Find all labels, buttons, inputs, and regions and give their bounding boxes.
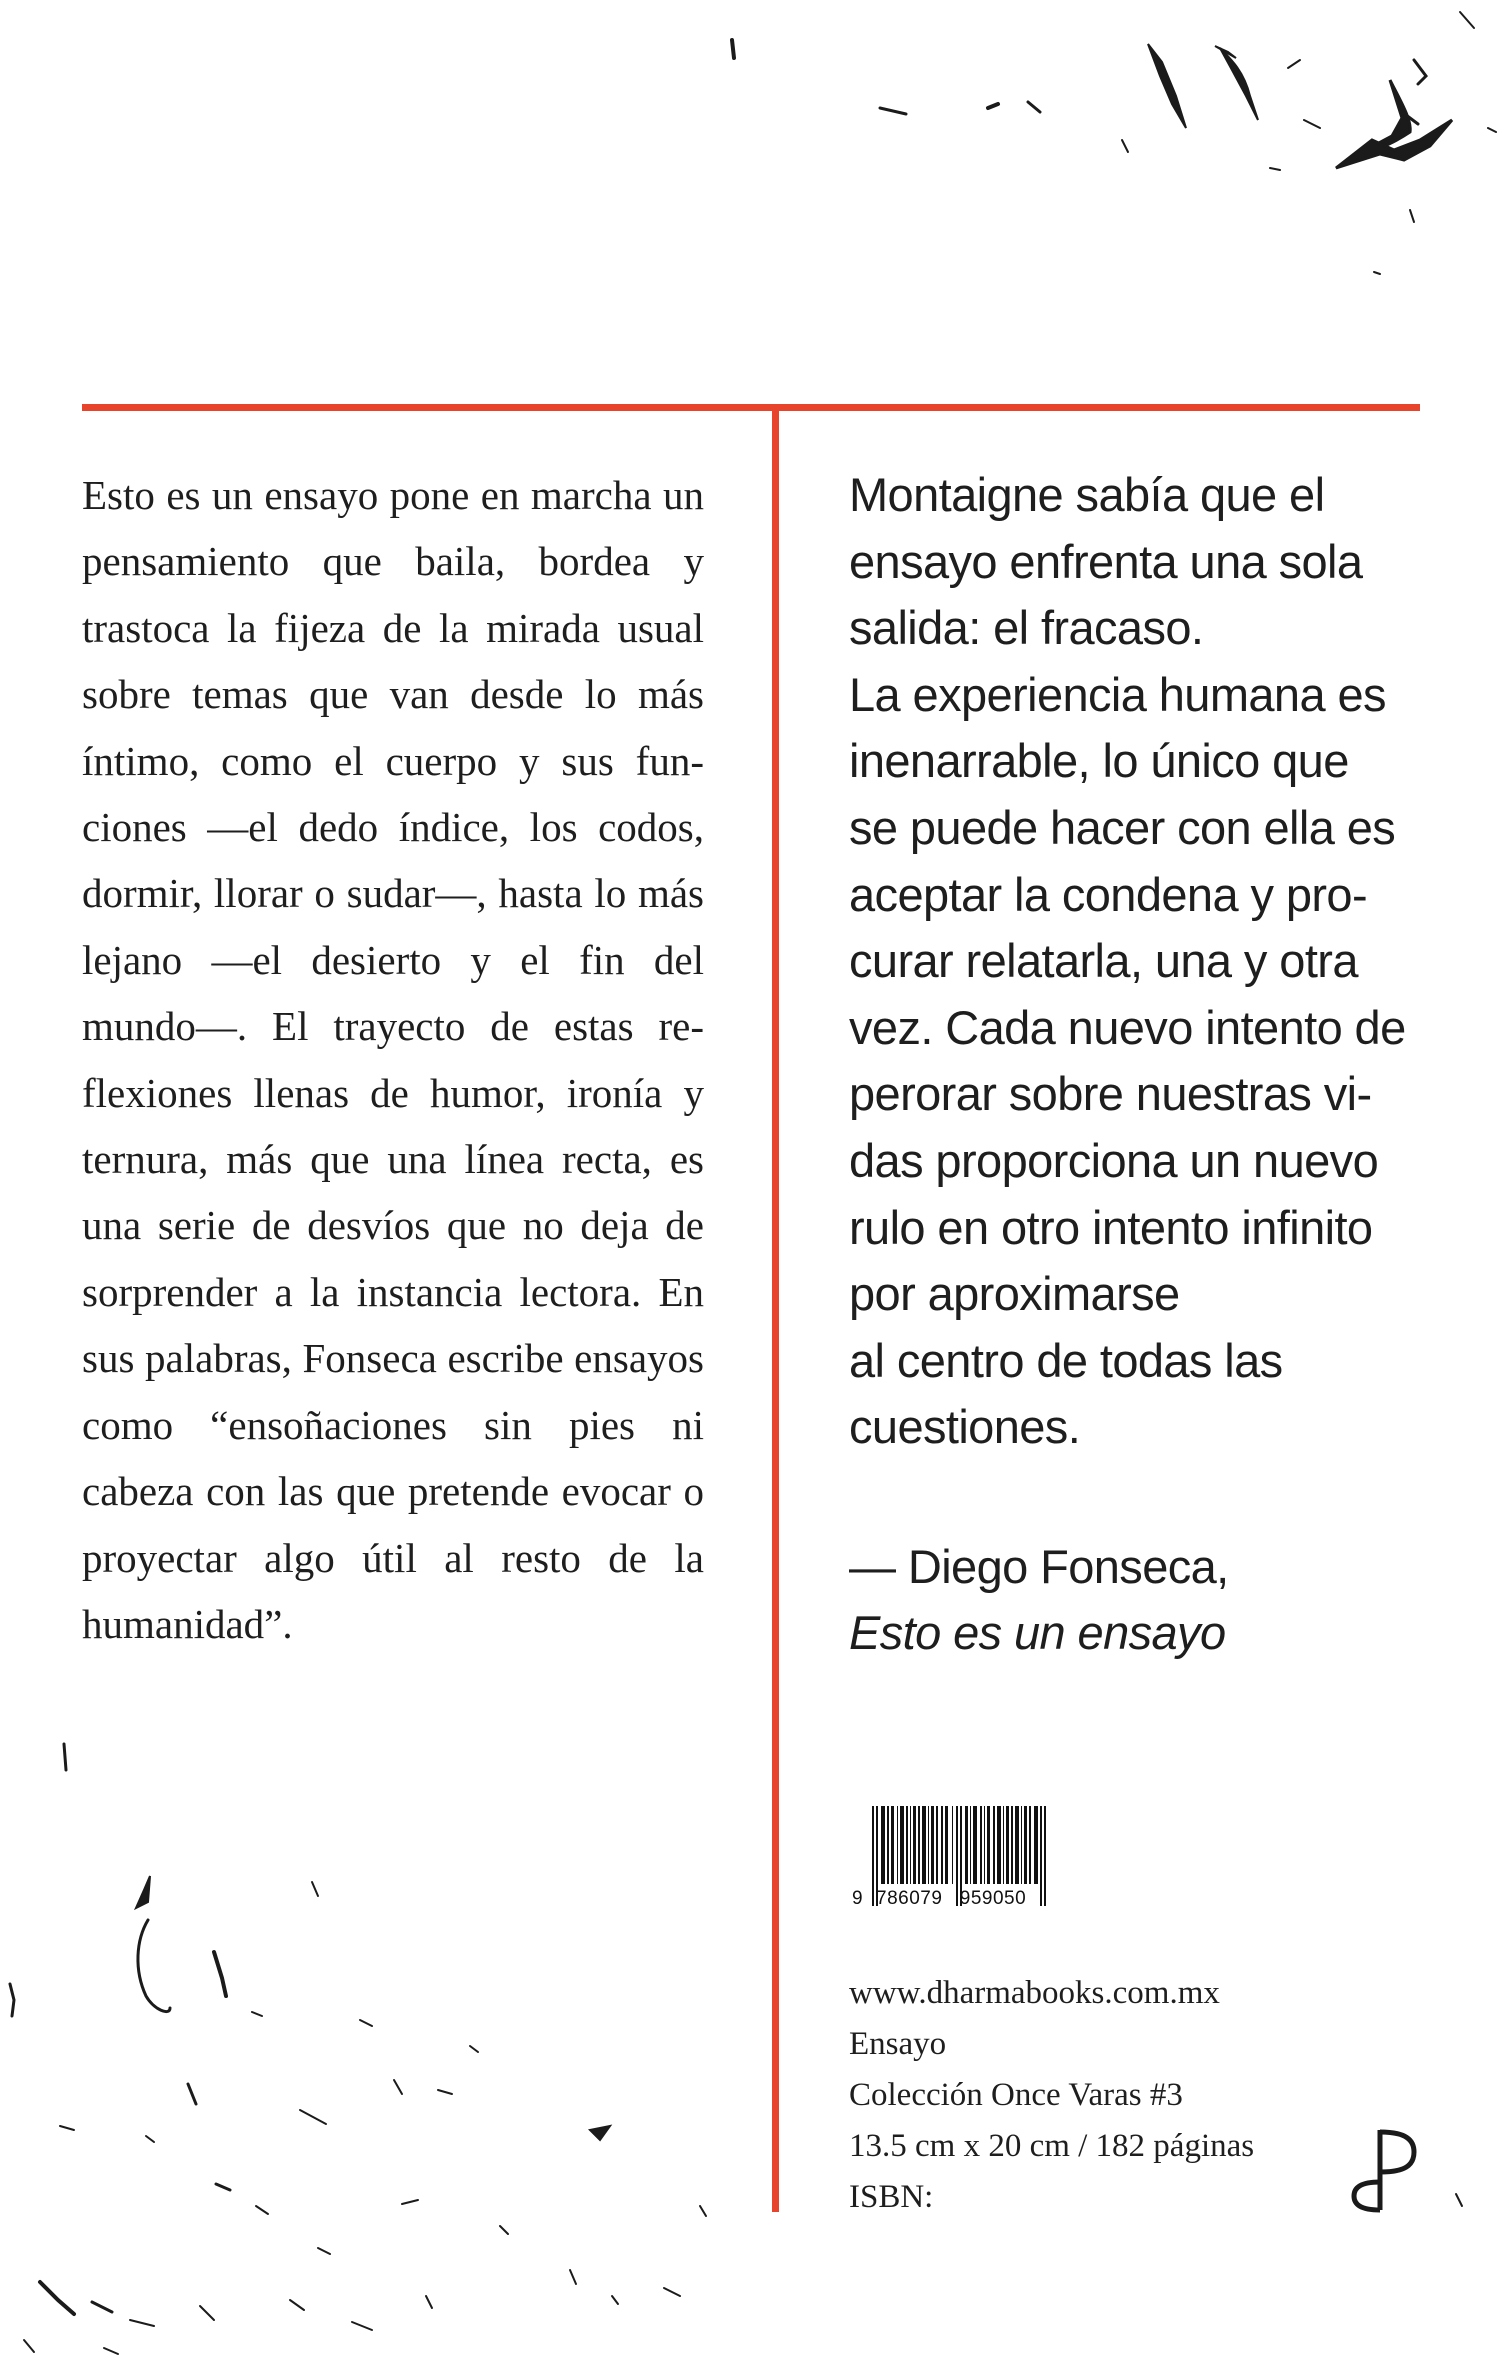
publisher-website: www.dharmabooks.com.mx [849,1975,1220,2011]
quote-attribution [849,1534,1429,1666]
quote-line: La experiencia humana es [849,667,1386,721]
quote-line: por aproximarse [849,1267,1180,1321]
quote-line: das proporciona un nuevo [849,1133,1379,1187]
quote-line: al centro de todas las [849,1333,1283,1387]
quote-line: se puede hacer con ella es [849,800,1396,854]
book-collection: Colección Once Varas #3 [849,2077,1183,2113]
quote-author: — Diego Fonseca, [849,1540,1229,1593]
book-genre: Ensayo [849,2026,947,2062]
quote-line: inenarrable, lo único que [849,734,1349,788]
barcode-group-left: 786079 [876,1888,943,1909]
publisher-logo-icon [1350,2126,1418,2214]
quote-line: curar relatarla, una y otra [849,934,1358,988]
book-specs: 13.5 cm x 20 cm / 182 páginas [849,2128,1255,2164]
quote-line: Montaigne sabía que el [849,468,1325,521]
pull-quote [849,462,1429,1461]
quote-line: salida: el fracaso. [849,601,1204,655]
quote-line: rulo en otro intento infinito [849,1200,1373,1254]
isbn-barcode-number [852,1888,1076,1910]
vertical-accent-rule [772,404,779,2212]
quote-line: aceptar la condena y pro- [849,867,1367,921]
book-details [849,1968,1309,2223]
isbn-label: ISBN: [849,2179,934,2215]
quote-line: perorar sobre nuestras vi- [849,1067,1372,1121]
barcode-digit-first: 9 [852,1888,864,1909]
quote-line: ensayo enfrenta una sola [849,534,1363,588]
quote-line: cuestiones. [849,1400,1081,1454]
top-accent-rule [82,404,1420,411]
quote-work-title: Esto es un ensayo [849,1606,1226,1659]
barcode-group-right: 959050 [959,1888,1027,1909]
book-description: Esto es un ensayo pone en marcha un pensamiento que baila, bordea y trastoca la fijeza de la mirada usual sobre temas que van desde lo más íntimo, como el cuerpo y sus funciones —el dedo índice, los codos, dormir, llorar o sudar—, hasta lo más lejano —el desierto y el fin del mundo—. El trayecto de estas reflexiones llenas de humor, ironía y ternura, más que una línea recta, es una serie de desvíos que no deja de sorprender a la instancia lectora. En sus palabras, Fonseca escribe ensayos como “ensoñaciones sin pies ni cabeza con las que pretende evocar o proyectar algo útil al resto de la humanidad”. [82,472,704,1647]
quote-line: vez. Cada nuevo intento de [849,1000,1406,1054]
